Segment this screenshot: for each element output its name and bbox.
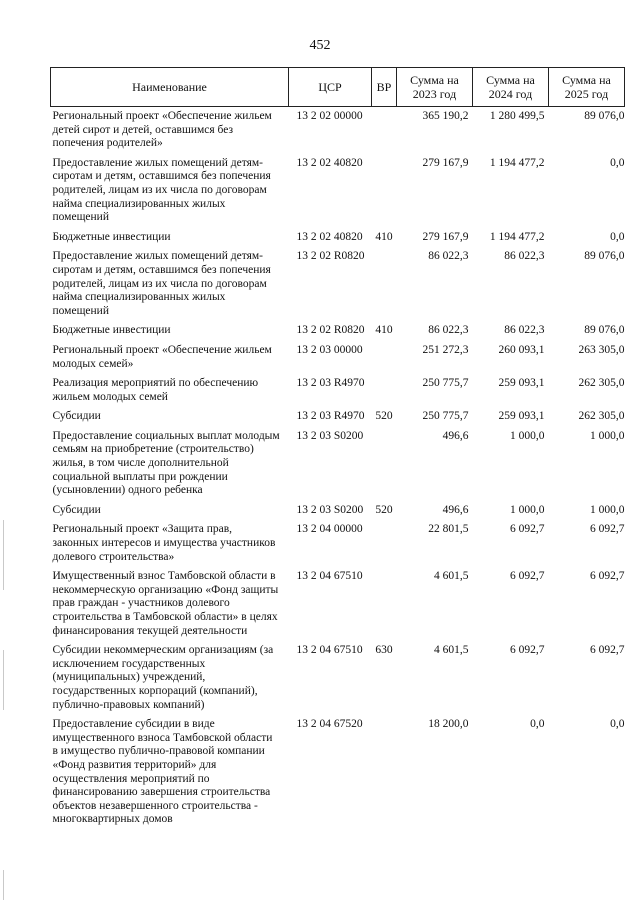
table-row: [51, 410, 625, 430]
row-name: Субсидии: [52, 410, 101, 423]
scan-edge-mark: [3, 650, 4, 710]
header-row: [51, 68, 625, 107]
row-sum-2025: 263 305,0: [578, 343, 625, 356]
row-sum-2024: 1 194 477,2: [489, 230, 545, 243]
row-sum-2024: 86 022,3: [504, 250, 545, 263]
row-csr: 13 2 04 67520: [296, 718, 363, 731]
row-sum-2023: 251 272,3: [422, 343, 469, 356]
row-sum-2024: 260 093,1: [498, 343, 545, 356]
row-csr: 13 2 04 00000: [296, 523, 363, 536]
row-sum-2023: 496,6: [442, 503, 469, 516]
row-vr: [372, 157, 397, 231]
row-sum-2025: 6 092,7: [590, 523, 625, 536]
row-sum-2023: 22 801,5: [428, 523, 469, 536]
row-csr: 13 2 03 R4970: [296, 410, 365, 423]
row-sum-2025: 262 305,0: [578, 410, 625, 423]
row-vr: 520: [375, 503, 393, 516]
row-csr: 13 2 03 R4970: [296, 377, 365, 390]
row-sum-2025: 89 076,0: [584, 324, 625, 337]
row-sum-2025: 89 076,0: [584, 110, 625, 122]
row-sum-2024: 6 092,7: [510, 523, 545, 536]
row-vr: 630: [375, 644, 393, 657]
table-row: [51, 344, 625, 377]
row-sum-2025: 6 092,7: [590, 644, 625, 657]
row-csr: 13 2 03 00000: [296, 343, 363, 356]
row-sum-2024: 259 093,1: [498, 410, 545, 423]
row-vr: [372, 523, 397, 570]
row-csr: 13 2 03 S0200: [296, 429, 364, 442]
row-name: Предоставление субсидии в виде имущественного взноса Тамбовской области в имущество публично-правовой компании «Фонд развития территорий» для осуществления мероприятий по финансированию завершения строительства объектов незавершенного строительства - многоквартирных домов: [52, 718, 273, 826]
header-sum-2025: Сумма на 2025 год: [549, 68, 625, 107]
table-row: [51, 231, 625, 251]
row-csr: 13 2 03 S0200: [296, 503, 364, 516]
row-sum-2025: 0,0: [610, 230, 625, 243]
table-body: [51, 107, 625, 833]
row-vr: [372, 377, 397, 410]
row-sum-2023: 4 601,5: [434, 570, 469, 583]
table-row: [51, 107, 625, 157]
row-sum-2025: 1 000,0: [590, 429, 625, 442]
header-csr: ЦСР: [289, 68, 372, 107]
table-row: [51, 157, 625, 231]
scan-edge-mark: [3, 870, 4, 900]
row-csr: 13 2 02 R0820: [296, 250, 365, 263]
header-name: Наименование: [51, 68, 289, 107]
row-sum-2023: 279 167,9: [422, 156, 469, 169]
row-csr: 13 2 02 40820: [296, 230, 363, 243]
table-header: [51, 68, 625, 107]
row-sum-2023: 365 190,2: [422, 110, 469, 122]
row-sum-2024: 6 092,7: [510, 644, 545, 657]
row-vr: 410: [375, 230, 393, 243]
row-sum-2025: 0,0: [610, 718, 625, 731]
table-row: [51, 324, 625, 344]
table-row: [51, 523, 625, 570]
table-row: [51, 644, 625, 718]
row-csr: 13 2 04 67510: [296, 644, 363, 657]
row-sum-2023: 250 775,7: [422, 410, 469, 423]
row-csr: 13 2 02 R0820: [296, 324, 365, 337]
row-sum-2023: 86 022,3: [428, 250, 469, 263]
row-vr: [372, 718, 397, 833]
row-vr: 410: [375, 324, 393, 337]
row-vr: [372, 107, 397, 157]
budget-table: [50, 67, 625, 833]
row-name: Бюджетные инвестиции: [52, 230, 171, 243]
row-name: Региональный проект «Обеспечение жильем детей сирот и детей, оставшимся без попечения родителей»: [52, 110, 272, 150]
row-vr: [372, 344, 397, 377]
row-csr: 13 2 02 00000: [296, 110, 363, 122]
row-name: Региональный проект «Обеспечение жильем молодых семей»: [52, 343, 272, 370]
row-sum-2023: 4 601,5: [434, 644, 469, 657]
row-sum-2023: 250 775,7: [422, 377, 469, 390]
row-name: Бюджетные инвестиции: [52, 324, 171, 337]
row-vr: 520: [375, 410, 393, 423]
row-vr: [372, 250, 397, 324]
table-row: [51, 718, 625, 833]
header-sum-2023: Сумма на 2023 год: [397, 68, 473, 107]
header-vr: ВР: [372, 68, 397, 107]
row-sum-2024: 1 000,0: [510, 503, 545, 516]
row-name: Реализация мероприятий по обеспечению жильем молодых семей: [52, 377, 259, 403]
row-sum-2023: 496,6: [442, 429, 469, 442]
row-sum-2024: 1 194 477,2: [489, 156, 545, 169]
row-sum-2024: 1 000,0: [510, 429, 545, 442]
row-sum-2025: 6 092,7: [590, 570, 625, 583]
header-sum-2024: Сумма на 2024 год: [473, 68, 549, 107]
row-name: Имущественный взнос Тамбовской области в некоммерческую организацию «Фонд защиты прав граждан - участников долевого строительства в Тамбовской области» в целях финансирования текущей деятельности: [52, 570, 279, 637]
row-name: Предоставление жилых помещений детям-сиротам и детям, оставшимся без попечения родителей, лицам из их числа по договорам найма специализированных жилых помещений: [52, 250, 271, 317]
row-sum-2024: 259 093,1: [498, 377, 545, 390]
row-sum-2025: 262 305,0: [578, 377, 625, 390]
row-sum-2024: 6 092,7: [510, 570, 545, 583]
row-csr: 13 2 04 67510: [296, 570, 363, 583]
row-sum-2023: 18 200,0: [428, 718, 469, 731]
row-name: Предоставление жилых помещений детям-сиротам и детям, оставшимся без попечения родителей, лицам из их числа по договорам найма специализированных жилых помещений: [52, 156, 271, 224]
row-sum-2024: 86 022,3: [504, 324, 545, 337]
table-row: [51, 570, 625, 644]
row-name: Предоставление социальных выплат молодым семьям на приобретение (строительство) жилья, в том числе дополнительной социальной выплаты при рождении (усыновлении) одного ребенка: [52, 429, 280, 497]
page-number: 452: [309, 38, 331, 53]
row-name: Субсидии некоммерческим организациям (за исключением государственных (муниципальных) учреждений, государственных корпораций (компаний), публично-правовых компаний): [52, 644, 274, 711]
row-sum-2023: 279 167,9: [422, 230, 469, 243]
row-sum-2025: 1 000,0: [590, 503, 625, 516]
table-row: [51, 377, 625, 410]
row-sum-2023: 86 022,3: [428, 324, 469, 337]
table-row: [51, 430, 625, 504]
row-sum-2024: 1 280 499,5: [489, 110, 545, 122]
row-sum-2025: 0,0: [610, 156, 625, 169]
scan-edge-mark: [3, 520, 4, 590]
row-vr: [372, 430, 397, 504]
row-sum-2025: 89 076,0: [584, 250, 625, 263]
row-name: Региональный проект «Защита прав, законных интересов и имущества участников долевого строительства»: [52, 523, 276, 563]
row-csr: 13 2 02 40820: [296, 156, 363, 169]
row-sum-2024: 0,0: [530, 718, 545, 731]
table-row: [51, 250, 625, 324]
table-row: [51, 504, 625, 524]
row-name: Субсидии: [52, 503, 101, 516]
row-vr: [372, 570, 397, 644]
